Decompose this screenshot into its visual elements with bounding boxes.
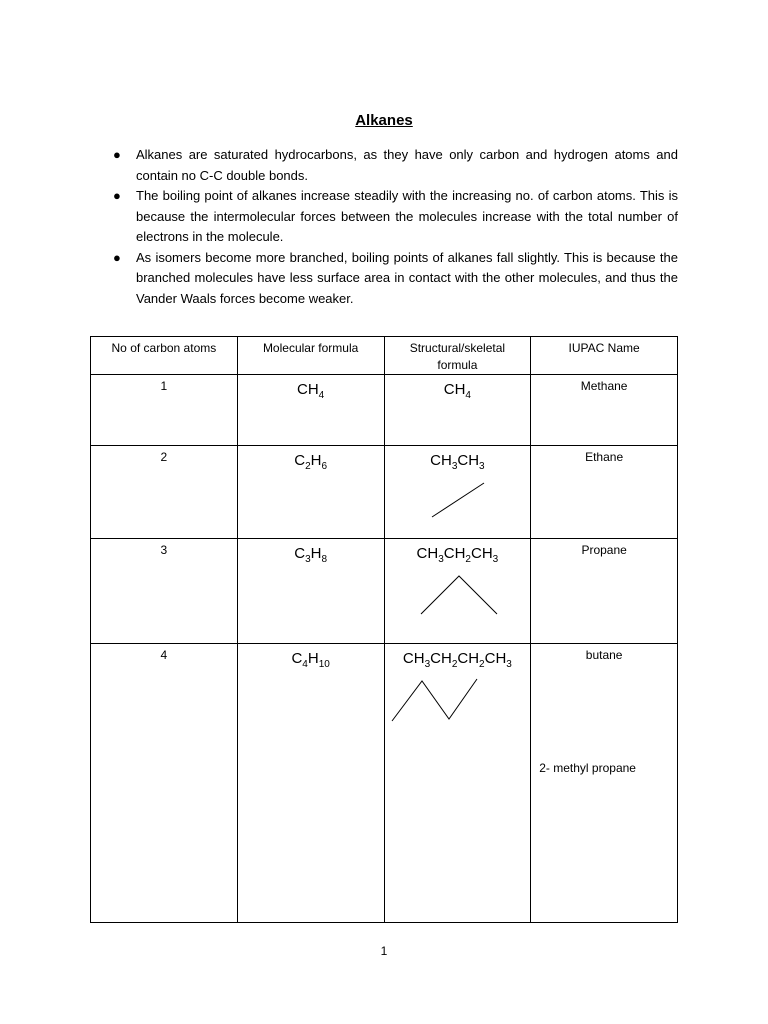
header-structural-formula: Structural/skeletal formula bbox=[384, 337, 531, 375]
propane-skeletal-icon bbox=[389, 568, 529, 620]
table-row bbox=[91, 446, 678, 539]
bullet-icon: ● bbox=[113, 188, 121, 203]
structural-formula: $CH_3CH_2CH_2CH_3$ bbox=[384, 644, 531, 923]
iupac-name: Methane bbox=[531, 375, 678, 446]
bullet-item: ● Alkanes are saturated hydrocarbons, as they have only carbon and hydrogen atoms and contain no C-C double bonds. bbox=[113, 147, 678, 183]
table-row bbox=[91, 644, 678, 923]
iupac-name: Propane bbox=[531, 539, 678, 644]
butane-skeletal-icon bbox=[389, 673, 529, 727]
header-iupac-name: IUPAC Name bbox=[531, 337, 678, 375]
bullet-item: ● As isomers become more branched, boiling points of alkanes fall slightly. This is because the branched molecules have less surface area in contact with the other molecules, and thus the Vander Waals forces become weaker. bbox=[113, 249, 678, 306]
iupac-name: Ethane bbox=[531, 446, 678, 539]
molecular-formula: $C_3H_8$ bbox=[237, 539, 384, 644]
iupac-name-primary: butane bbox=[585, 648, 623, 662]
bullet-item: ● The boiling point of alkanes increase steadily with the increasing no. of carbon atoms. This is because the intermolecular forces between the molecules increase with the total number of electrons in the molecule. bbox=[113, 188, 678, 244]
carbon-count: 3 bbox=[91, 539, 238, 644]
carbon-count: 4 bbox=[91, 644, 238, 923]
bullet-icon: ● bbox=[113, 147, 121, 162]
molecular-formula: $C_4H_{10}$ bbox=[237, 644, 384, 923]
table-row bbox=[91, 539, 678, 644]
page-title: Alkanes bbox=[355, 112, 413, 129]
table-row bbox=[91, 375, 678, 446]
header-molecular-formula: Molecular formula bbox=[237, 337, 384, 375]
molecular-formula: $CH_4$ bbox=[237, 375, 384, 446]
iupac-name bbox=[531, 644, 678, 923]
bullet-icon: ● bbox=[113, 249, 121, 265]
page-number: 1 bbox=[380, 944, 388, 958]
carbon-count: 1 bbox=[91, 375, 238, 446]
ethane-skeletal-icon bbox=[389, 475, 529, 523]
molecular-formula: $C_2H_6$ bbox=[237, 446, 384, 539]
table-header-row bbox=[91, 337, 678, 375]
bullet-list bbox=[108, 145, 678, 309]
structural-formula: $CH_3CH_3$ bbox=[384, 446, 531, 539]
carbon-count: 2 bbox=[91, 446, 238, 539]
alkanes-table bbox=[90, 336, 678, 923]
iupac-name-isomer: 2- methyl propane bbox=[539, 761, 636, 775]
structural-formula: $CH_4$ bbox=[384, 375, 531, 446]
header-carbon-atoms: No of carbon atoms bbox=[91, 337, 238, 375]
structural-formula: $CH_3CH_2CH_3$ bbox=[384, 539, 531, 644]
